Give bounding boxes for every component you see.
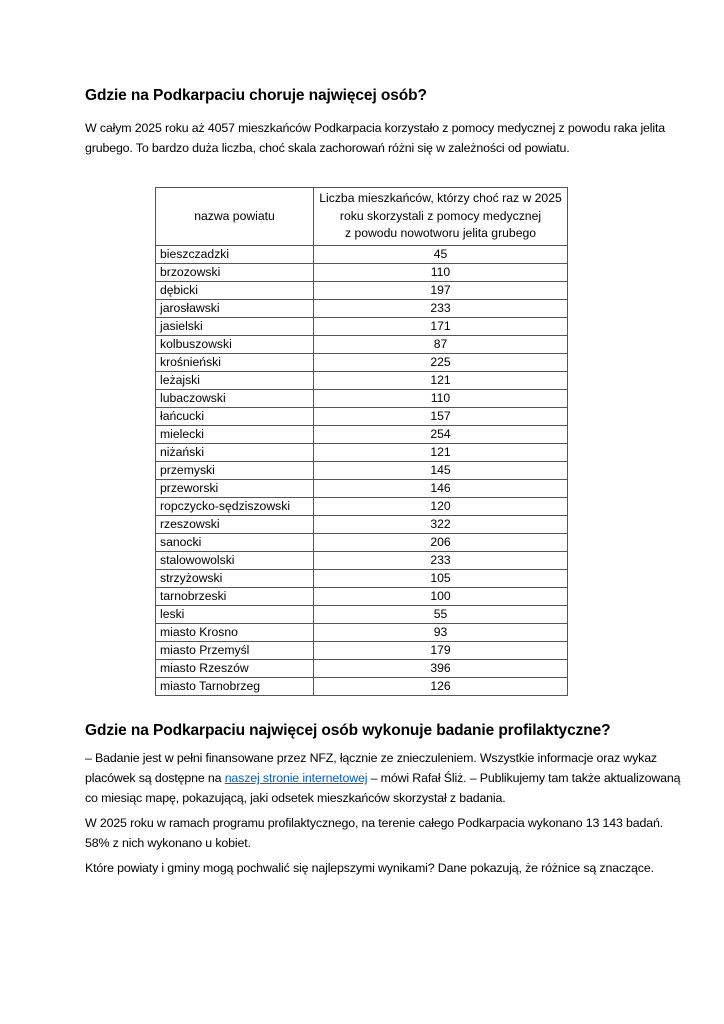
table-row xyxy=(156,353,568,371)
quote-text-start: – Badanie jest w pełni finansowane przez NFZ, łącznie ze znieczuleniem. Wszystkie informacje oraz wykaz placówek są dostępne na xyxy=(85,751,657,785)
question-paragraph: Które powiaty i gminy mogą pochwalić się najlepszymi wynikami? Dane pokazują, że różnice są znaczące. xyxy=(85,861,654,875)
case-count-cell: 145 xyxy=(314,461,568,479)
county-name-cell: kolbuszowski xyxy=(156,335,314,353)
case-count-cell: 322 xyxy=(314,515,568,533)
case-count-cell: 157 xyxy=(314,407,568,425)
table-row xyxy=(156,443,568,461)
case-count-cell: 179 xyxy=(314,641,568,659)
case-count-cell: 233 xyxy=(314,299,568,317)
county-name-cell: miasto Tarnobrzeg xyxy=(156,677,314,695)
section-heading-screening: Gdzie na Podkarpaciu najwięcej osób wykonuje badanie profilaktyczne? xyxy=(85,722,611,739)
county-name-cell: łańcucki xyxy=(156,407,314,425)
intro-paragraph: W całym 2025 roku aż 4057 mieszkańców Podkarpacia korzystało z pomocy medycznej z powodu raka jelita grubego. To bardzo duża liczba, choć skala zachorowań różni się w zależności od powiatu. xyxy=(85,121,666,155)
county-name-cell: przemyski xyxy=(156,461,314,479)
table-row xyxy=(156,569,568,587)
county-name-cell: strzyżowski xyxy=(156,569,314,587)
county-name-cell: lubaczowski xyxy=(156,389,314,407)
case-count-cell: 110 xyxy=(314,263,568,281)
county-name-cell: niżański xyxy=(156,443,314,461)
table-row xyxy=(156,623,568,641)
county-name-cell: leski xyxy=(156,605,314,623)
section-heading-illness: Gdzie na Podkarpaciu choruje najwięcej osób? xyxy=(85,87,427,104)
table-row xyxy=(156,497,568,515)
column-header-county: nazwa powiatu xyxy=(156,188,314,246)
website-link[interactable]: naszej stronie internetowej xyxy=(224,771,368,785)
header-line: roku skorzystali z pomocy medycznej xyxy=(339,208,542,223)
case-count-cell: 171 xyxy=(314,317,568,335)
case-count-cell: 396 xyxy=(314,659,568,677)
table-row xyxy=(156,425,568,443)
header-line: z powodu nowotworu jelita grubego xyxy=(344,226,537,240)
case-count-cell: 120 xyxy=(314,497,568,515)
table-row xyxy=(156,677,568,695)
county-name-cell: rzeszowski xyxy=(156,515,314,533)
case-count-cell: 121 xyxy=(314,443,568,461)
case-count-cell: 110 xyxy=(314,389,568,407)
table-row xyxy=(156,587,568,605)
table-row xyxy=(156,245,568,263)
case-count-cell: 93 xyxy=(314,623,568,641)
county-name-cell: miasto Rzeszów xyxy=(156,659,314,677)
case-count-cell: 100 xyxy=(314,587,568,605)
county-name-cell: krośnieński xyxy=(156,353,314,371)
county-name-cell: ropczycko-sędziszowski xyxy=(156,497,314,515)
table-row xyxy=(156,605,568,623)
header-line: Liczba mieszkańców, którzy choć raz w 2025 xyxy=(319,191,562,205)
case-count-cell: 126 xyxy=(314,677,568,695)
county-name-cell: dębicki xyxy=(156,281,314,299)
table-row xyxy=(156,281,568,299)
case-count-cell: 225 xyxy=(314,353,568,371)
quote-paragraph xyxy=(85,748,685,808)
table-row xyxy=(156,641,568,659)
county-name-cell: tarnobrzeski xyxy=(156,587,314,605)
county-name-cell: leżajski xyxy=(156,371,314,389)
county-name-cell: stalowowolski xyxy=(156,551,314,569)
quote-text-end: – mówi Rafał Śliż. – Publikujemy tam także aktualizowaną co miesiąc mapę, pokazującą, jaki odsetek mieszkańców skorzystał z badania. xyxy=(85,771,681,805)
table-header-row xyxy=(156,188,568,246)
table-row xyxy=(156,389,568,407)
table-row xyxy=(156,335,568,353)
table-row xyxy=(156,479,568,497)
table-row xyxy=(156,551,568,569)
column-header-count xyxy=(314,188,568,246)
table-row xyxy=(156,515,568,533)
case-count-cell: 146 xyxy=(314,479,568,497)
table-row xyxy=(156,299,568,317)
county-name-cell: miasto Przemyśl xyxy=(156,641,314,659)
case-count-cell: 121 xyxy=(314,371,568,389)
case-count-cell: 45 xyxy=(314,245,568,263)
table-row xyxy=(156,407,568,425)
table-row xyxy=(156,659,568,677)
table-row xyxy=(156,263,568,281)
case-count-cell: 206 xyxy=(314,533,568,551)
county-cases-table xyxy=(155,187,568,696)
case-count-cell: 55 xyxy=(314,605,568,623)
case-count-cell: 105 xyxy=(314,569,568,587)
case-count-cell: 87 xyxy=(314,335,568,353)
county-name-cell: mielecki xyxy=(156,425,314,443)
case-count-cell: 254 xyxy=(314,425,568,443)
table-row xyxy=(156,533,568,551)
table-row xyxy=(156,461,568,479)
county-name-cell: przeworski xyxy=(156,479,314,497)
county-name-cell: jarosławski xyxy=(156,299,314,317)
county-name-cell: sanocki xyxy=(156,533,314,551)
county-name-cell: jasielski xyxy=(156,317,314,335)
county-name-cell: bieszczadzki xyxy=(156,245,314,263)
stats-paragraph: W 2025 roku w ramach programu profilaktycznego, na terenie całego Podkarpacia wykonano 13 143 badań. 58% z nich wykonano u kobiet. xyxy=(85,816,664,850)
table-row xyxy=(156,317,568,335)
county-name-cell: miasto Krosno xyxy=(156,623,314,641)
county-name-cell: brzozowski xyxy=(156,263,314,281)
case-count-cell: 233 xyxy=(314,551,568,569)
table-row xyxy=(156,371,568,389)
case-count-cell: 197 xyxy=(314,281,568,299)
